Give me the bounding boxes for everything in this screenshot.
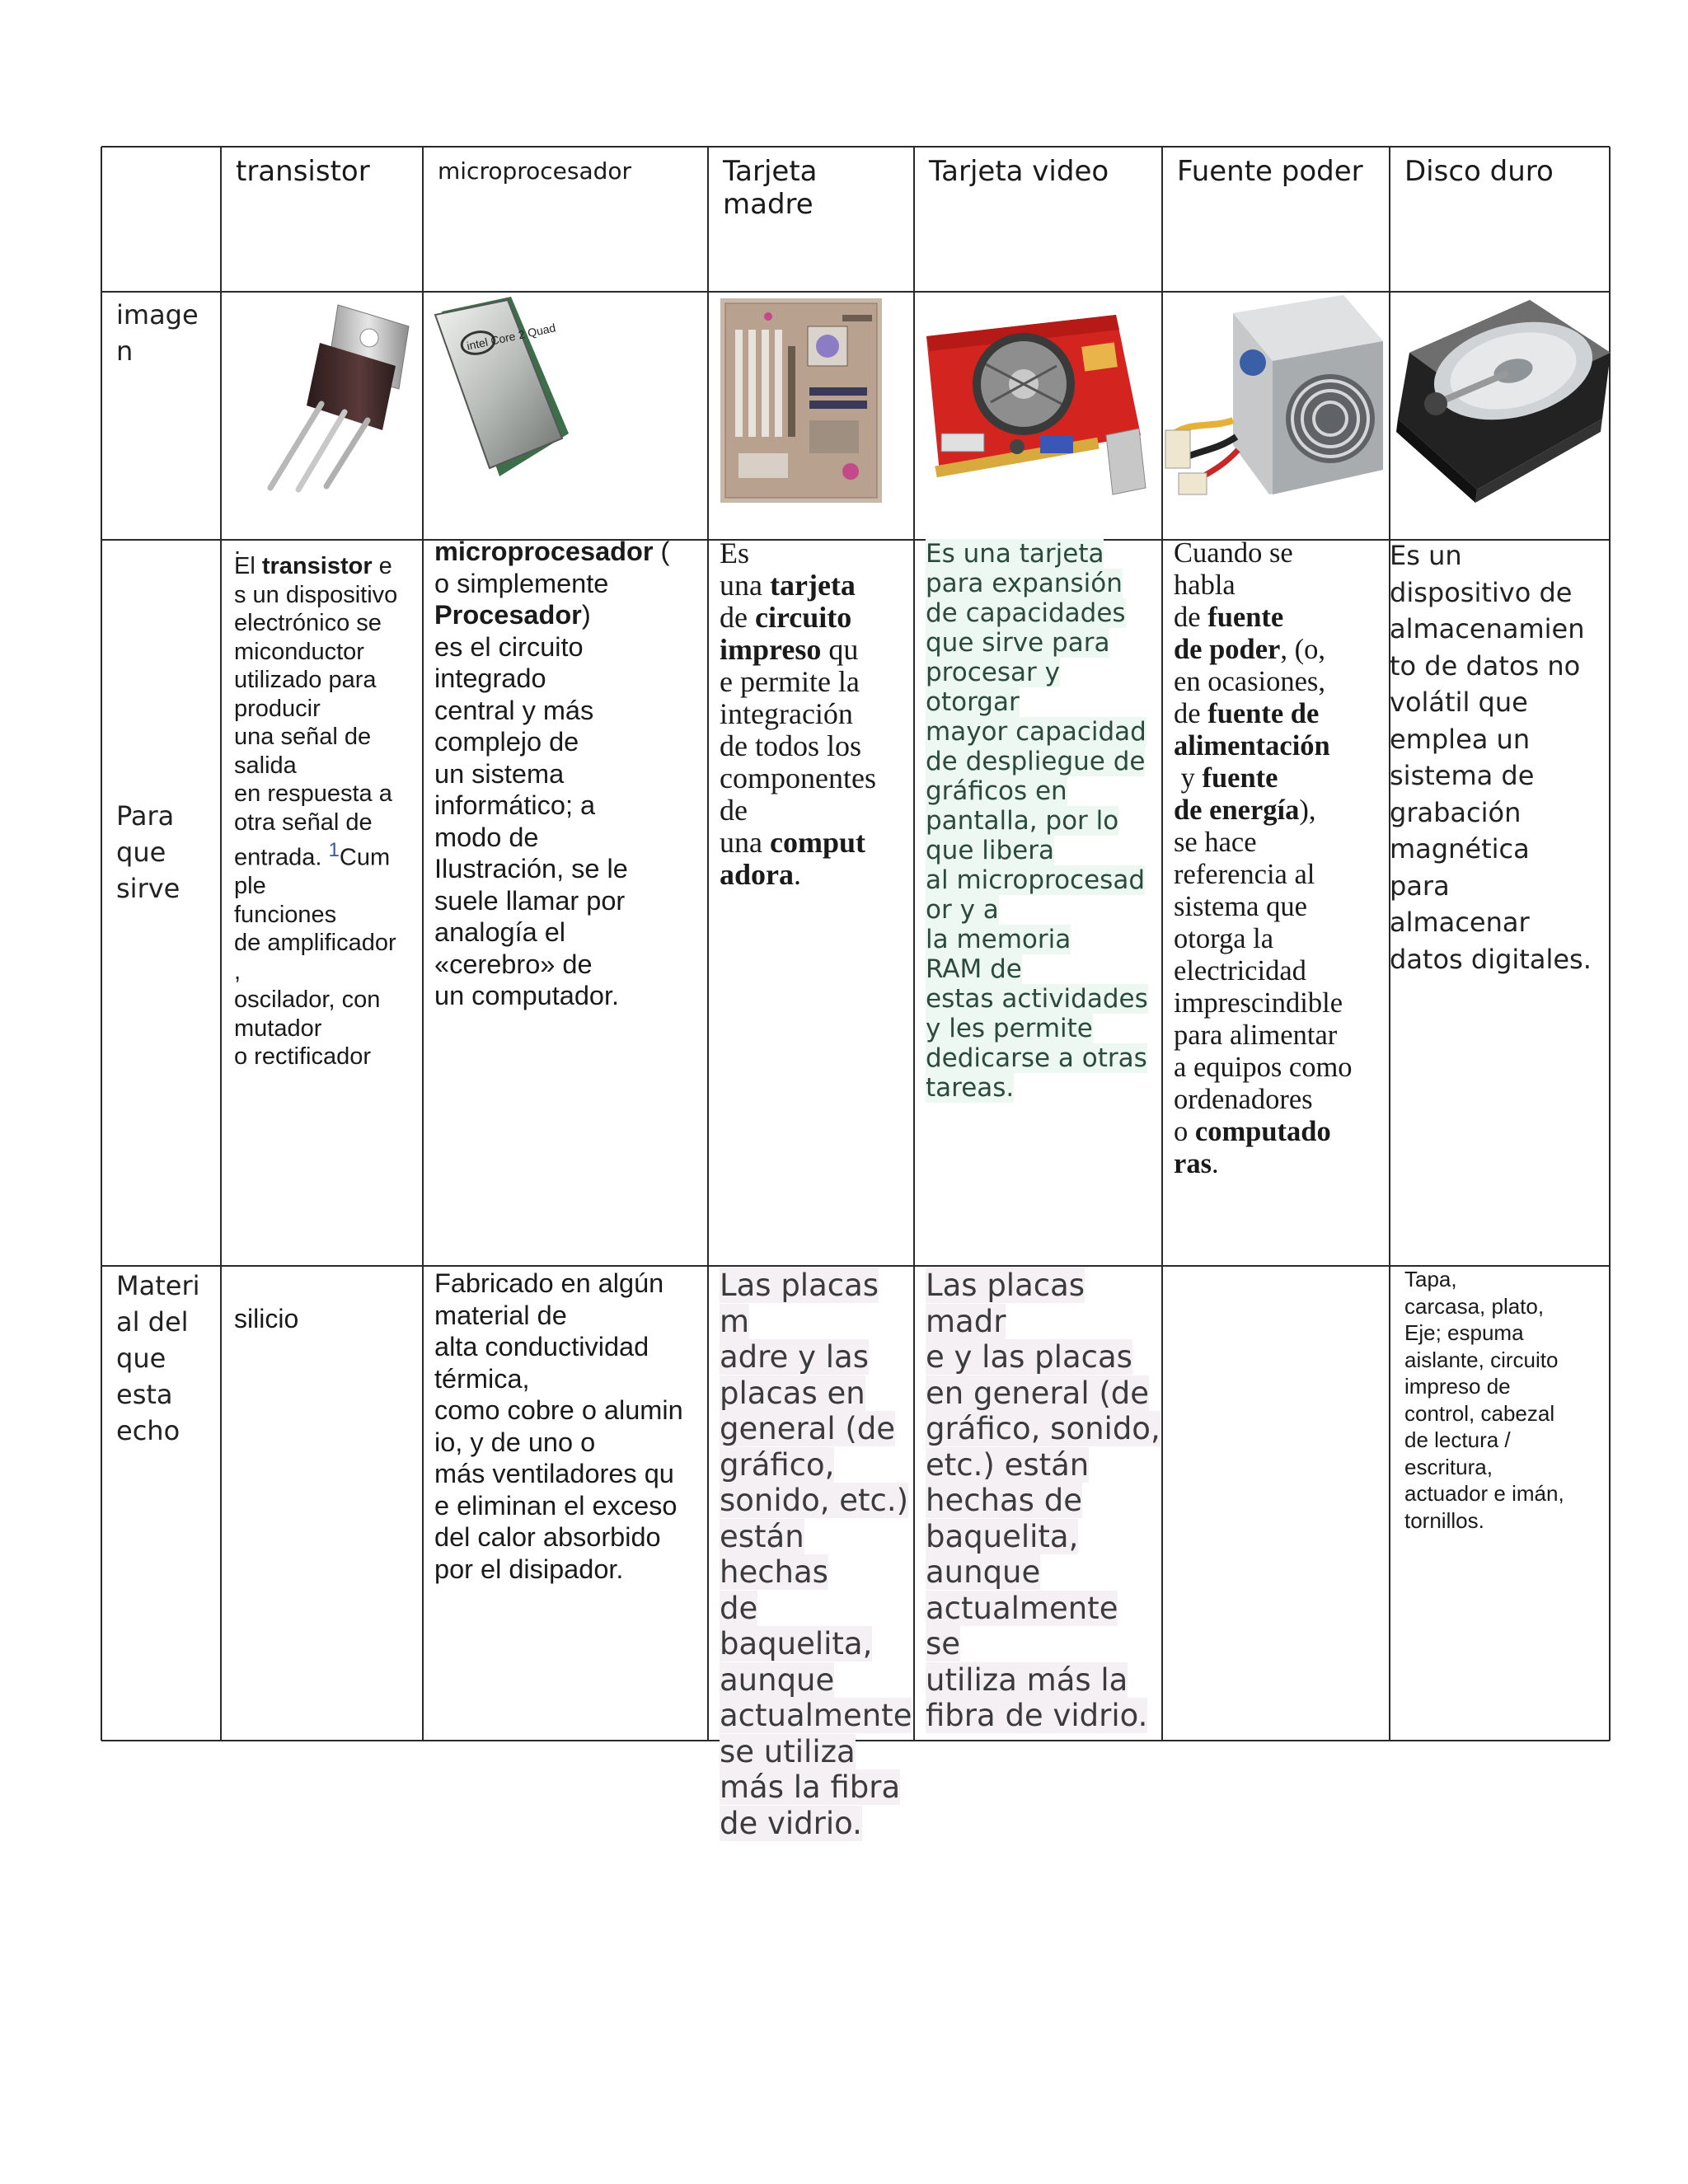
- uses-fuente-line-16: para alimentar: [1174, 1019, 1338, 1051]
- uses-micro-line-4: es el circuito: [434, 631, 584, 662]
- uses-video-line-3: [926, 598, 1160, 628]
- material-video-line-1: [926, 1268, 1162, 1339]
- uses-video-hl-12: al microprocesad: [926, 865, 1145, 895]
- uses-micro-line-9: informático; a: [434, 790, 596, 820]
- uses-madre-line-4: impreso qu: [720, 633, 859, 666]
- uses-madre-line-3: de circuito: [720, 601, 852, 634]
- uses-video-hl-3: de capacidades: [926, 598, 1126, 628]
- uses-madre-line-2: una tarjeta: [720, 569, 856, 602]
- uses-fuente-line-12: sistema que: [1174, 891, 1307, 922]
- row-label-material: Materi al del que esta echo: [116, 1270, 200, 1446]
- uses-fuente-line-18: ordenadores: [1174, 1084, 1313, 1115]
- uses-video-line-9: [926, 776, 1160, 806]
- material-madre-line-1: [720, 1268, 914, 1339]
- uses-transistor: [221, 533, 423, 1264]
- uses-micro-line-1: microprocesador (: [434, 537, 670, 566]
- uses-video-hl-13: or y a: [926, 895, 999, 925]
- material-madre-hl-6: sonido, etc.): [720, 1483, 909, 1518]
- uses-transistor-line-11: [234, 837, 420, 872]
- uses-madre-line-10: una comput: [720, 826, 865, 859]
- uses-disco-line-4: to de datos no: [1390, 649, 1581, 682]
- uses-transistor-dot: .: [234, 533, 241, 560]
- material-madre-hl-5: gráfico,: [720, 1446, 835, 1483]
- material-micro-line-10: por el disipador.: [434, 1554, 624, 1584]
- material-disco-line-1: Tapa,: [1404, 1267, 1457, 1291]
- header-tarjeta-video: Tarjeta video: [929, 155, 1109, 188]
- material-madre-line-3: [720, 1376, 914, 1412]
- uses-video-hl-11: que libera: [926, 836, 1054, 865]
- uses-disco-line-1: Es un: [1390, 540, 1462, 571]
- uses-video-hl-15: RAM de: [926, 954, 1022, 984]
- uses-video-hl-16: estas actividades: [926, 984, 1148, 1014]
- header-tarjeta-madre: Tarjeta madre: [723, 155, 818, 221]
- uses-transistor-line-10: otra señal de: [234, 808, 373, 836]
- uses-transistor-line-2: s un dispositivo: [234, 581, 398, 608]
- material-disco-line-7: de lectura /: [1404, 1427, 1511, 1452]
- material-transistor: [221, 1302, 423, 1352]
- uses-fuente-line-8: y fuente: [1174, 762, 1278, 794]
- header-disco-duro: Disco duro: [1404, 155, 1554, 188]
- uses-disco-line-3: almacenamien: [1390, 613, 1585, 644]
- uses-fuente-line-20: ras.: [1174, 1148, 1219, 1179]
- motherboard-photo-icon: [719, 297, 884, 504]
- material-madre-hl-2: adre y las: [720, 1339, 869, 1375]
- material-video-hl-6: hechas de: [926, 1483, 1082, 1518]
- uses-fuente-line-15: imprescindible: [1174, 987, 1343, 1019]
- material-madre-line-10: [720, 1698, 914, 1734]
- material-video-line-4: [926, 1411, 1162, 1447]
- uses-fuente-line-3: de fuente: [1174, 602, 1284, 633]
- uses-transistor-cum: Cum: [339, 844, 391, 871]
- uses-disco-line-12: datos digitales.: [1390, 943, 1592, 975]
- uses-madre-line-9: de: [720, 794, 748, 827]
- material-disco-line-2: carcasa, plato,: [1404, 1293, 1545, 1319]
- material-madre-line-8: [720, 1591, 914, 1662]
- uses-video-hl-17: y les permite: [926, 1014, 1093, 1043]
- uses-video-line-6: [926, 687, 1160, 717]
- footnote-link[interactable]: 1: [328, 839, 340, 861]
- uses-disco-line-9: magnética: [1390, 833, 1530, 865]
- material-video-hl-8: aunque: [926, 1554, 1041, 1590]
- material-video-line-3: [926, 1376, 1162, 1412]
- uses-transistor-entrada: entrada.: [234, 844, 329, 871]
- uses-transistor-line-15: ,: [234, 958, 241, 985]
- intel-label: intel Core 2 Quad: [465, 321, 557, 353]
- uses-video-hl-19: tareas.: [926, 1073, 1015, 1103]
- uses-video-line-12: [926, 865, 1160, 895]
- uses-disco-line-2: dispositivo de: [1390, 576, 1573, 608]
- uses-micro-line-6: central y más: [434, 695, 594, 725]
- uses-microprocesador: [423, 536, 708, 1264]
- material-microprocesador: [423, 1268, 708, 1739]
- uses-transistor-line-7: una señal de: [234, 724, 372, 750]
- uses-video-hl-5: procesar y: [926, 658, 1060, 687]
- uses-video-line-4: [926, 628, 1160, 658]
- uses-video-hl-9: gráficos en: [926, 776, 1067, 806]
- power-supply-photo-icon: [1162, 288, 1390, 504]
- uses-disco-line-11: almacenar: [1390, 907, 1530, 938]
- material-video-hl-11: fibra de vidrio.: [926, 1698, 1148, 1733]
- material-madre-hl-4: general (de: [720, 1411, 896, 1446]
- material-disco-line-8: escritura,: [1404, 1454, 1493, 1479]
- material-tarjeta-madre: [708, 1268, 914, 1841]
- material-tarjeta-video: [914, 1268, 1162, 1739]
- material-madre-line-2: [720, 1339, 914, 1376]
- uses-transistor-line-12: ple: [234, 873, 266, 900]
- material-micro-line-8: e eliminan el exceso: [434, 1490, 678, 1521]
- uses-video-hl-8: de despliegue de: [926, 747, 1146, 776]
- material-disco-line-4: aislante, circuito: [1404, 1347, 1559, 1372]
- uses-disco-line-5: volátil que: [1390, 687, 1528, 718]
- uses-video-line-1: [926, 539, 1160, 569]
- uses-video-hl-2: para expansión: [926, 569, 1123, 598]
- material-micro-line-1: Fabricado en algún: [434, 1268, 664, 1298]
- material-disco-line-10: tornillos.: [1404, 1507, 1484, 1533]
- material-video-hl-3: en general (de: [926, 1375, 1150, 1411]
- uses-video-line-15: [926, 954, 1160, 984]
- uses-video-hl-1: Es una tarjeta: [926, 539, 1104, 569]
- uses-fuente-line-19: o computado: [1174, 1116, 1331, 1147]
- uses-video-line-10: [926, 806, 1160, 836]
- uses-micro-line-11: Ilustración, se le: [434, 854, 628, 883]
- material-video-line-10: [926, 1662, 1162, 1699]
- uses-transistor-line-8: salida: [234, 752, 297, 779]
- material-madre-hl-10: actualmente: [720, 1698, 912, 1733]
- material-video-hl-10: utiliza más la: [926, 1661, 1128, 1698]
- uses-transistor-line-18: o rectificador: [234, 1043, 372, 1071]
- material-video-hl-5: etc.) están: [926, 1446, 1090, 1483]
- material-madre-line-4: [720, 1411, 914, 1447]
- row-label-imagen: image n: [116, 299, 199, 367]
- material-disco-line-5: impreso de: [1404, 1374, 1511, 1399]
- uses-fuente-line-1: Cuando se: [1174, 537, 1293, 569]
- uses-micro-line-15: un computador.: [434, 981, 620, 1010]
- material-micro-line-6: io, y de uno o: [434, 1427, 596, 1457]
- material-madre-line-6: [720, 1483, 914, 1519]
- uses-video-hl-18: dedicarse a otras: [926, 1043, 1147, 1073]
- uses-video-line-18: [926, 1043, 1160, 1073]
- uses-transistor-line-14: de amplificador: [234, 930, 396, 957]
- uses-video-line-14: [926, 925, 1160, 954]
- material-video-hl-9: actualmente se: [926, 1590, 1118, 1661]
- uses-fuente-line-6: de fuente de: [1174, 698, 1320, 729]
- uses-video-hl-7: mayor capacidad: [926, 717, 1146, 747]
- uses-micro-line-3: Procesador): [434, 600, 591, 630]
- uses-fuente-line-7: alimentación: [1174, 730, 1330, 762]
- uses-fuente-line-2: habla: [1174, 569, 1236, 601]
- uses-fuente-line-14: electricidad: [1174, 955, 1306, 987]
- intel-core2quad-photo-icon: [430, 293, 574, 485]
- uses-tarjeta-madre: [708, 537, 914, 1264]
- material-madre-line-12: [720, 1769, 914, 1806]
- material-video-line-2: [926, 1339, 1162, 1376]
- uses-micro-line-2: o simplemente: [434, 568, 609, 598]
- video-card-photo-icon: [918, 312, 1147, 497]
- uses-micro-line-12: suele llamar por: [434, 885, 626, 916]
- material-madre-line-13: [720, 1806, 914, 1842]
- material-video-line-8: [926, 1554, 1162, 1591]
- uses-micro-line-13: analogía el: [434, 917, 566, 947]
- material-madre-hl-11: se utiliza: [720, 1733, 856, 1769]
- material-micro-line-5: como cobre o alumin: [434, 1395, 683, 1425]
- uses-disco-line-7: sistema de: [1390, 760, 1535, 791]
- material-video-hl-4: gráfico, sonido,: [926, 1411, 1160, 1446]
- uses-disco-line-8: grabación: [1390, 796, 1522, 828]
- material-disco-line-6: control, cabezal: [1404, 1400, 1555, 1426]
- material-video-line-11: [926, 1698, 1162, 1734]
- material-madre-line-7: [720, 1519, 914, 1591]
- material-madre-line-5: [720, 1447, 914, 1483]
- material-video-line-5: [926, 1447, 1162, 1483]
- material-madre-hl-8: de baquelita,: [720, 1590, 873, 1661]
- uses-madre-line-1: Es: [720, 537, 749, 569]
- uses-madre-line-11: adora.: [720, 858, 801, 891]
- uses-transistor-line-17: mutador: [234, 1015, 322, 1042]
- uses-fuente-line-13: otorga la: [1174, 923, 1274, 954]
- uses-micro-line-7: complejo de: [434, 727, 579, 757]
- uses-madre-line-6: integración: [720, 697, 853, 730]
- material-madre-hl-13: de vidrio.: [720, 1805, 862, 1841]
- material-video-hl-2: e y las placas: [926, 1339, 1132, 1375]
- uses-madre-line-8: componentes: [720, 762, 876, 794]
- material-micro-line-4: térmica,: [434, 1363, 530, 1394]
- material-madre-hl-1: Las placas m: [720, 1268, 879, 1339]
- material-disco-duro: [1390, 1266, 1610, 1739]
- uses-madre-line-7: de todos los: [720, 729, 862, 762]
- material-video-line-9: [926, 1591, 1162, 1662]
- uses-video-hl-6: otorgar: [926, 687, 1020, 717]
- row-label-para-que-sirve: Para que sirve: [116, 800, 181, 904]
- uses-disco-line-10: para: [1390, 869, 1450, 902]
- uses-transistor-line-4: miconductor: [234, 638, 364, 665]
- uses-fuente-poder: [1162, 537, 1390, 1264]
- material-video-line-6: [926, 1483, 1162, 1519]
- uses-transistor-line-3: electrónico se: [234, 610, 382, 636]
- transistor-photo-icon: [262, 298, 419, 494]
- uses-video-line-5: [926, 658, 1160, 687]
- material-micro-line-3: alta conductividad: [434, 1332, 649, 1361]
- material-transistor-line-1: silicio: [234, 1304, 299, 1333]
- uses-disco-line-6: emplea un: [1390, 723, 1531, 755]
- material-disco-line-9: actuador e imán,: [1404, 1481, 1564, 1506]
- uses-micro-line-5: integrado: [434, 663, 546, 693]
- uses-fuente-line-5: en ocasiones,: [1174, 666, 1325, 697]
- uses-video-line-17: [926, 1014, 1160, 1043]
- header-microprocesador: microprocesador: [438, 157, 632, 185]
- uses-madre-line-5: e permite la: [720, 665, 860, 698]
- uses-video-hl-14: la memoria: [926, 925, 1071, 954]
- uses-disco-duro: [1390, 537, 1610, 1264]
- material-madre-hl-9: aunque: [720, 1661, 835, 1698]
- header-fuente-poder: Fuente poder: [1177, 155, 1363, 188]
- header-transistor: transistor: [236, 155, 370, 188]
- uses-micro-line-10: modo de: [434, 822, 539, 852]
- uses-video-line-16: [926, 984, 1160, 1014]
- uses-video-hl-10: pantalla, por lo: [926, 806, 1119, 836]
- uses-micro-line-14: «cerebro» de: [434, 949, 593, 979]
- material-disco-line-3: Eje; espuma: [1404, 1320, 1524, 1345]
- uses-transistor-line-13: funciones: [234, 901, 337, 928]
- material-madre-hl-7: están hechas: [720, 1518, 828, 1590]
- uses-video-line-13: [926, 895, 1160, 925]
- uses-transistor-line-1: El transistor e: [234, 553, 392, 579]
- uses-transistor-line-6: producir: [234, 695, 321, 722]
- uses-transistor-line-5: utilizado para: [234, 667, 377, 693]
- uses-video-line-7: [926, 717, 1160, 747]
- uses-video-line-2: [926, 569, 1160, 598]
- material-madre-hl-12: más la fibra: [720, 1769, 901, 1805]
- material-madre-line-9: [720, 1662, 914, 1699]
- uses-fuente-line-17: a equipos como: [1174, 1052, 1353, 1083]
- material-micro-line-2: material de: [434, 1300, 567, 1330]
- uses-transistor-line-16: oscilador, con: [234, 987, 381, 1014]
- uses-transistor-line-9: en respuesta a: [234, 780, 392, 807]
- uses-fuente-line-9: de energía),: [1174, 794, 1316, 826]
- material-video-hl-1: Las placas madr: [926, 1268, 1085, 1339]
- hard-disk-photo-icon: [1390, 295, 1614, 509]
- material-micro-line-7: más ventiladores qu: [434, 1459, 674, 1488]
- uses-fuente-line-11: referencia al: [1174, 859, 1315, 890]
- uses-video-line-19: [926, 1073, 1160, 1103]
- material-micro-line-9: del calor absorbido: [434, 1522, 661, 1552]
- uses-micro-line-8: un sistema: [434, 758, 565, 789]
- uses-tarjeta-video: [914, 539, 1162, 1264]
- material-madre-line-11: [720, 1734, 914, 1770]
- material-video-hl-7: baquelita,: [926, 1518, 1079, 1554]
- material-video-line-7: [926, 1519, 1162, 1555]
- uses-fuente-line-10: se hace: [1174, 827, 1257, 858]
- uses-fuente-line-4: de poder, (o,: [1174, 634, 1325, 665]
- material-madre-hl-3: placas en: [720, 1375, 865, 1411]
- uses-video-line-8: [926, 747, 1160, 776]
- uses-video-hl-4: que sirve para: [926, 628, 1110, 658]
- uses-video-line-11: [926, 836, 1160, 865]
